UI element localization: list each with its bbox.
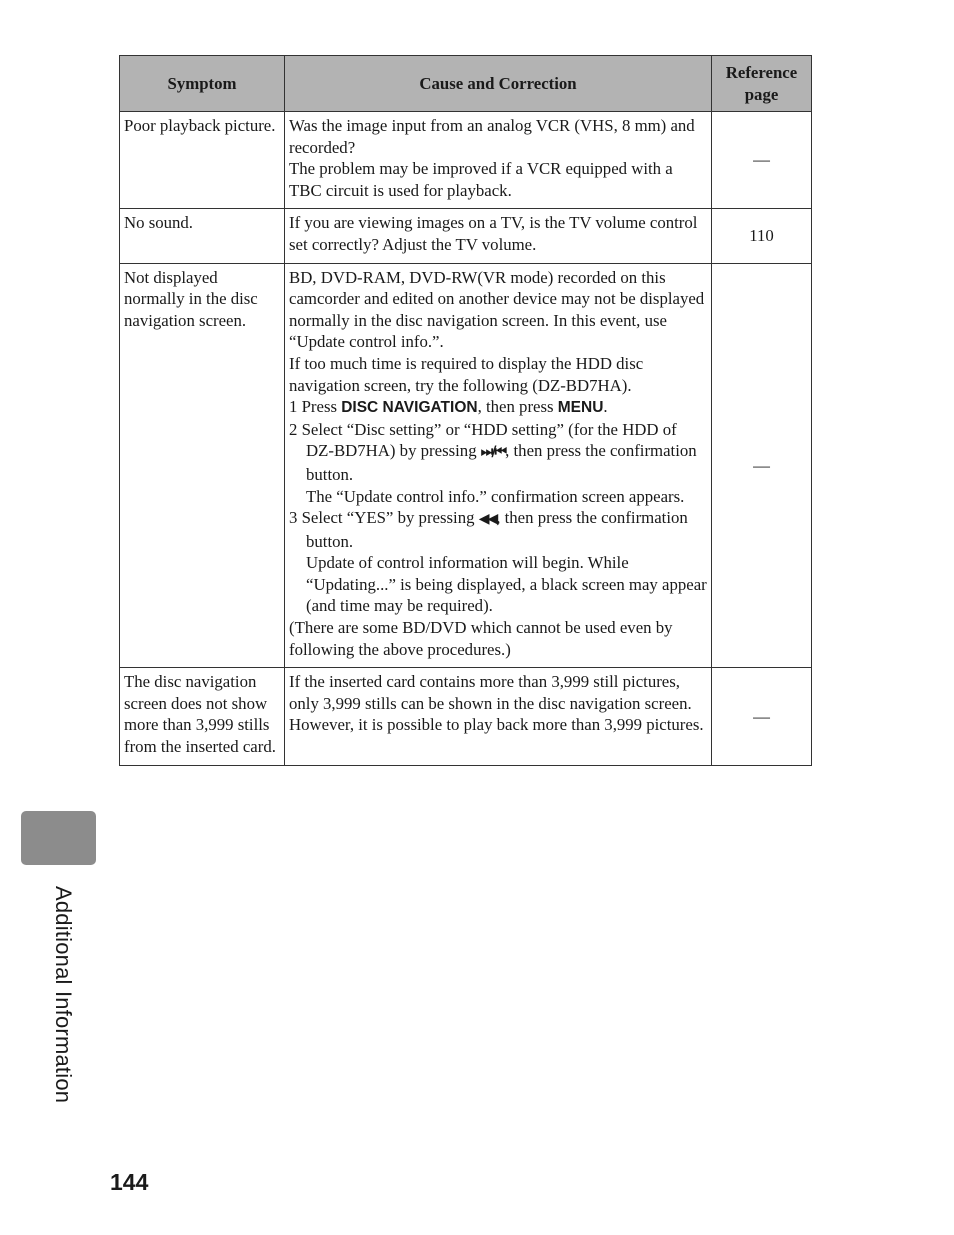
cause-text: BD, DVD-RAM, DVD-RW(VR mode) recorded on this camcorder and edited on another device may not be displayed normally in the disc navigation screen. In this event, use “Update control info.”. [289,267,705,352]
step-text: , then press the confirmation button. [306,508,688,551]
reference-page-cell: — [712,112,812,209]
step-2 [289,419,707,486]
step-3 [289,507,707,552]
page-number: 144 [110,1169,149,1195]
header-cause-and-correction: Cause and Correction [285,56,712,112]
step-note: Update of control information will begin. While “Updating...” is being displayed, a black screen may appear (and time may be required). [306,553,707,616]
step-text: . [603,397,608,417]
step-text: , then press the confirmation button. [306,441,697,484]
step-text: 1 Press [289,397,342,417]
cause-cell [285,112,712,209]
cause-cell [285,668,712,765]
symptom-cell: Poor playback picture. [120,112,285,209]
cause-cell [285,263,712,668]
skip-forward-backward-icon: ⏭/⏮ [480,444,506,461]
header-reference-page: Reference page [712,56,812,112]
step-text: , then press [477,397,558,417]
symptom-cell: Not displayed normally in the disc navigation screen. [120,263,285,668]
table-row [120,263,812,668]
section-side-label: Additional Information [51,886,76,1104]
rewind-icon: ◀◀ [478,511,497,528]
disc-navigation-key-label: DISC NAVIGATION [341,399,478,417]
step-note: The “Update control info.” confirmation screen appears. [306,486,685,506]
cause-text: If the inserted card contains more than 3,999 still pictures, only 3,999 stills can be shown in the disc navigation screen. However, it is possible to play back more than 3,999 pictures. [289,672,704,735]
cause-cell [285,209,712,263]
table-row [120,209,812,263]
cause-text: If you are viewing images on a TV, is the TV volume control set correctly? Adjust the TV volume. [289,213,698,254]
step-text: 2 Select “Disc setting” or “HDD setting” (for the HDD of DZ-BD7HA) by pressing [289,419,677,461]
table-header-row [120,56,812,112]
table-row [120,668,812,765]
reference-page-cell: — [712,263,812,668]
symptom-cell: No sound. [120,209,285,263]
reference-page-cell: — [712,668,812,765]
cause-text: If too much time is required to display the HDD disc navigation screen, try the following (DZ-BD7HA). [289,353,644,395]
section-tab-marker [21,811,96,865]
symptom-cell: The disc navigation screen does not show more than 3,999 stills from the inserted card. [120,668,285,765]
cause-text: Was the image input from an analog VCR (VHS, 8 mm) and recorded? [289,116,695,157]
header-symptom: Symptom [120,56,285,112]
cause-text: (There are some BD/DVD which cannot be used even by following the above procedures.) [289,618,673,659]
troubleshooting-table [119,55,812,766]
step-text: 3 Select “YES” by pressing [289,508,479,528]
cause-text: The problem may be improved if a VCR equipped with a TBC circuit is used for playback. [289,159,673,200]
menu-key-label: MENU [557,399,604,417]
reference-page-cell: 110 [712,209,812,263]
step-1 [289,396,707,419]
table-row [120,112,812,209]
